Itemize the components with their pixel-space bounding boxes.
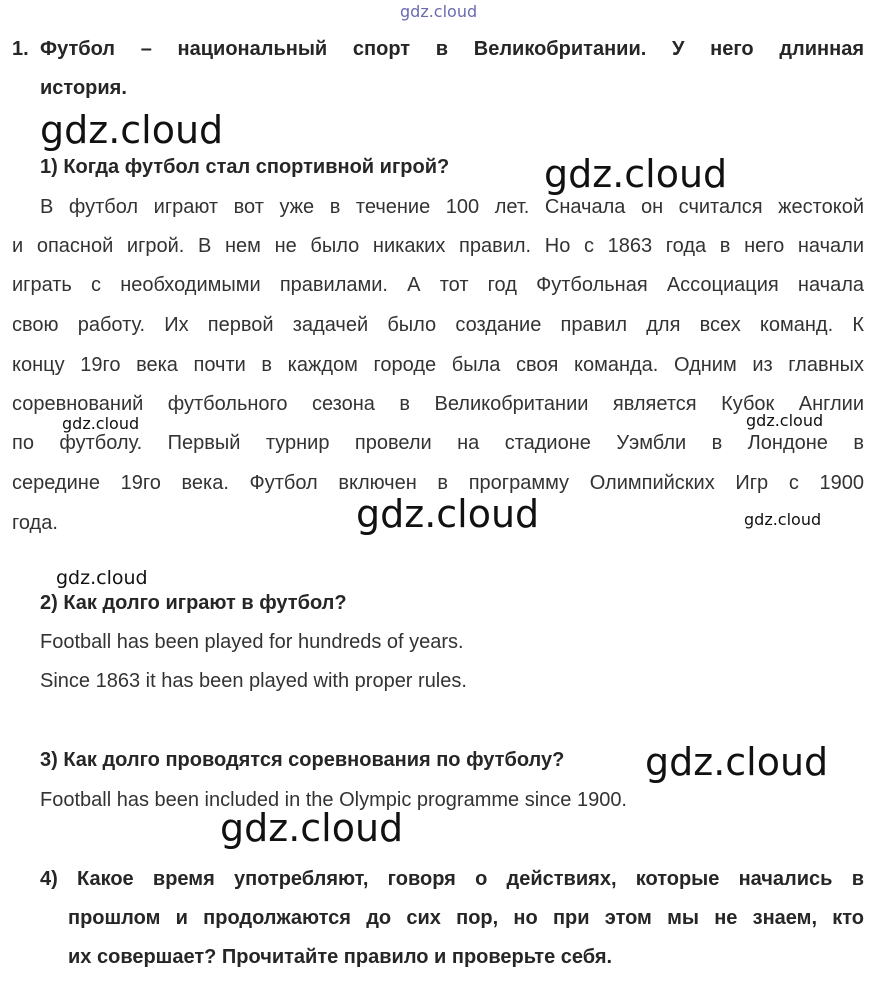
watermark-big-5: gdz.cloud: [220, 806, 404, 850]
watermark-top: gdz.cloud: [400, 2, 478, 21]
watermark-small-3: gdz.cloud: [744, 510, 822, 529]
q1-line-5: концу 19го века почти в каждом городе была своя команда. Одним из главных: [12, 354, 864, 376]
question-1-title: 1) Когда футбол стал спортивной игрой?: [40, 156, 450, 178]
question-4-line1: 4) Какое время употребляют, говоря о действиях, которые начались в: [40, 868, 864, 890]
watermark-small-4: gdz.cloud: [56, 567, 148, 589]
q1-line-3: играть с необходимыми правилами. А тот год Футбольная Ассоциация начала: [12, 274, 864, 296]
watermark-big-2: gdz.cloud: [544, 152, 728, 196]
q2-answer-line2: Since 1863 it has been played with proper rules.: [40, 670, 467, 692]
q1-line-7: по футболу. Первый турнир провели на стадионе Уэмбли в Лондоне в: [12, 432, 864, 454]
q1-line-2: и опасной игрой. В нем не было никаких правил. Но с 1863 года в него начали: [12, 235, 864, 257]
task-title-line2: история.: [40, 77, 127, 99]
question-4-line2: прошлом и продолжаются до сих пор, но при этом мы не знаем, кто: [68, 907, 864, 929]
watermark-big-3: gdz.cloud: [356, 492, 540, 536]
q1-line-9: года.: [12, 512, 58, 534]
task-title-line1: Футбол – национальный спорт в Великобритании. У него длинная: [40, 38, 864, 60]
q1-line-8: середине 19го века. Футбол включен в программу Олимпийских Игр с 1900: [12, 472, 864, 494]
watermark-big-1: gdz.cloud: [40, 108, 224, 152]
watermark-small-1: gdz.cloud: [746, 411, 824, 430]
question-4-line3: их совершает? Прочитайте правило и проверьте себя.: [68, 946, 613, 968]
watermark-small-2: gdz.cloud: [62, 414, 140, 433]
q1-line-4: свою работу. Их первой задачей было создание правил для всех команд. К: [12, 314, 864, 336]
question-2-title: 2) Как долго играют в футбол?: [40, 592, 347, 614]
q2-answer-line1: Football has been played for hundreds of years.: [40, 631, 464, 653]
q3-answer-line1: Football has been included in the Olympic programme since 1900.: [40, 789, 627, 811]
watermark-big-4: gdz.cloud: [645, 740, 829, 784]
task-number: 1.: [12, 38, 29, 60]
q1-line-6: соревнований футбольного сезона в Великобритании является Кубок Англии: [12, 393, 864, 415]
q1-line-1: В футбол играют вот уже в течение 100 лет. Сначала он считался жестокой: [40, 196, 864, 218]
question-3-title: 3) Как долго проводятся соревнования по футболу?: [40, 749, 565, 771]
